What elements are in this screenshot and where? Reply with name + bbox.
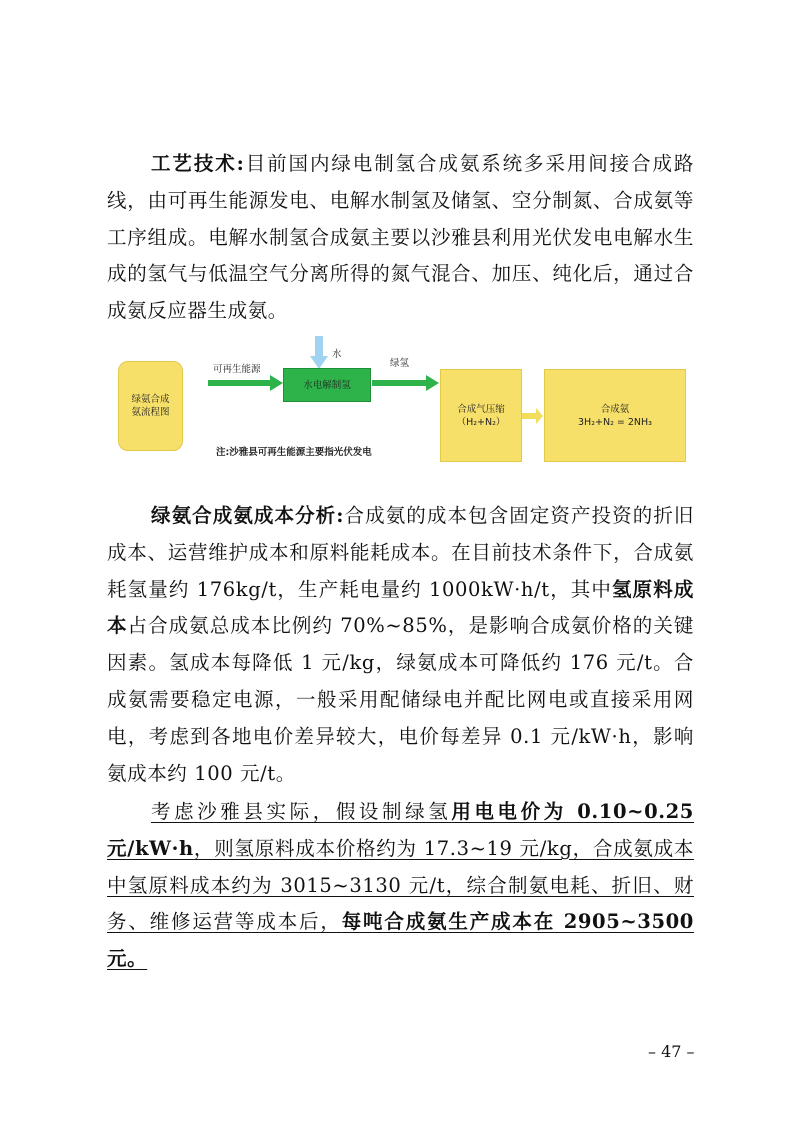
diagram-note: 注:沙雅县可再生能源主要指光伏发电 xyxy=(216,447,372,458)
production-cost-emphasis: 每吨合成氨生产成本在 2905~3500 元。 xyxy=(107,910,694,971)
process-technology-text: 目前国内绿电制氢合成氨系统多采用间接合成路线，由可再生能源发电、电解水制氢及储氢、空分制氮、合成氨等工序组成。电解水制氢合成氨主要以沙雅县利用光伏发电电解水生成的氢气与低温空气分离所得的氮气混合、加压、纯化后，通过合成氨反应器生成氨。 xyxy=(107,152,694,323)
renewable-arrow xyxy=(208,374,284,392)
electricity-price-emphasis: 用电电价为 0.10~0.25 元/kW·h xyxy=(107,800,694,860)
paragraph-shaya-assumption xyxy=(107,794,694,978)
renewable-energy-label: 可再生能源 xyxy=(213,364,261,375)
compression-formula: （H₂+N₂） xyxy=(456,416,506,428)
compression-label: 合成气压缩 xyxy=(457,403,505,415)
cost-analysis-text-2: 占合成氨总成本比例约 70%~85%，是影响合成氨价格的关键因素。氢成本每降低 1 元/kg，绿氨成本可降低约 176 元/t。合成氨需要稳定电源，一般采用配储绿电并配比网电或直接采用网电，考虑到各地电价差异较大，电价每差异 0.1 元/kW·h，影响氨成本约 100 元/t。 xyxy=(107,614,694,785)
hydrogen-raw-cost-emphasis: 氢原料成本 xyxy=(107,577,694,638)
shaya-text-2: ，则氢原料成本价格约为 17.3~19 元/kg，合成氨成本中氢原料成本约为 3015~3130 元/t，综合制氨电耗、折旧、财务、维修运营等成本后， xyxy=(107,836,694,934)
electrolysis-label: 水电解制氢 xyxy=(303,379,351,391)
paragraph-cost-analysis xyxy=(107,498,694,792)
ammonia-synthesis-formula: 3H₂+N₂ = 2NH₃ xyxy=(578,416,652,428)
water-label: 水 xyxy=(332,349,342,360)
flow-chart-label-box xyxy=(118,361,183,451)
green-hydrogen-arrow xyxy=(372,374,440,392)
synthesis-arrow xyxy=(522,408,544,424)
green-hydrogen-label: 绿氢 xyxy=(390,358,410,369)
ammonia-synthesis-label: 合成氨 xyxy=(600,403,630,415)
heading-cost-analysis: 绿氨合成氨成本分析: xyxy=(151,504,345,527)
heading-process-technology: 工艺技术: xyxy=(151,152,245,175)
process-flow-diagram xyxy=(118,336,688,466)
shaya-text-1: 考虑沙雅县实际，假设制绿氢 xyxy=(151,800,452,823)
ammonia-synthesis-box xyxy=(544,369,686,462)
flow-chart-label: 绿氨合成氨流程图 xyxy=(131,394,170,418)
cost-analysis-text-1: 合成氨的成本包含固定资产投资的折旧成本、运营维护成本和原料能耗成本。在目前技术条件下，合成氨耗氢量约 176kg/t，生产耗电量约 1000kW·h/t，其中 xyxy=(107,504,694,601)
water-arrow xyxy=(310,336,328,369)
electrolysis-box xyxy=(283,368,371,402)
compression-box xyxy=(440,369,522,462)
page-number: – 47 – xyxy=(648,1042,695,1061)
paragraph-process-technology xyxy=(107,146,694,330)
